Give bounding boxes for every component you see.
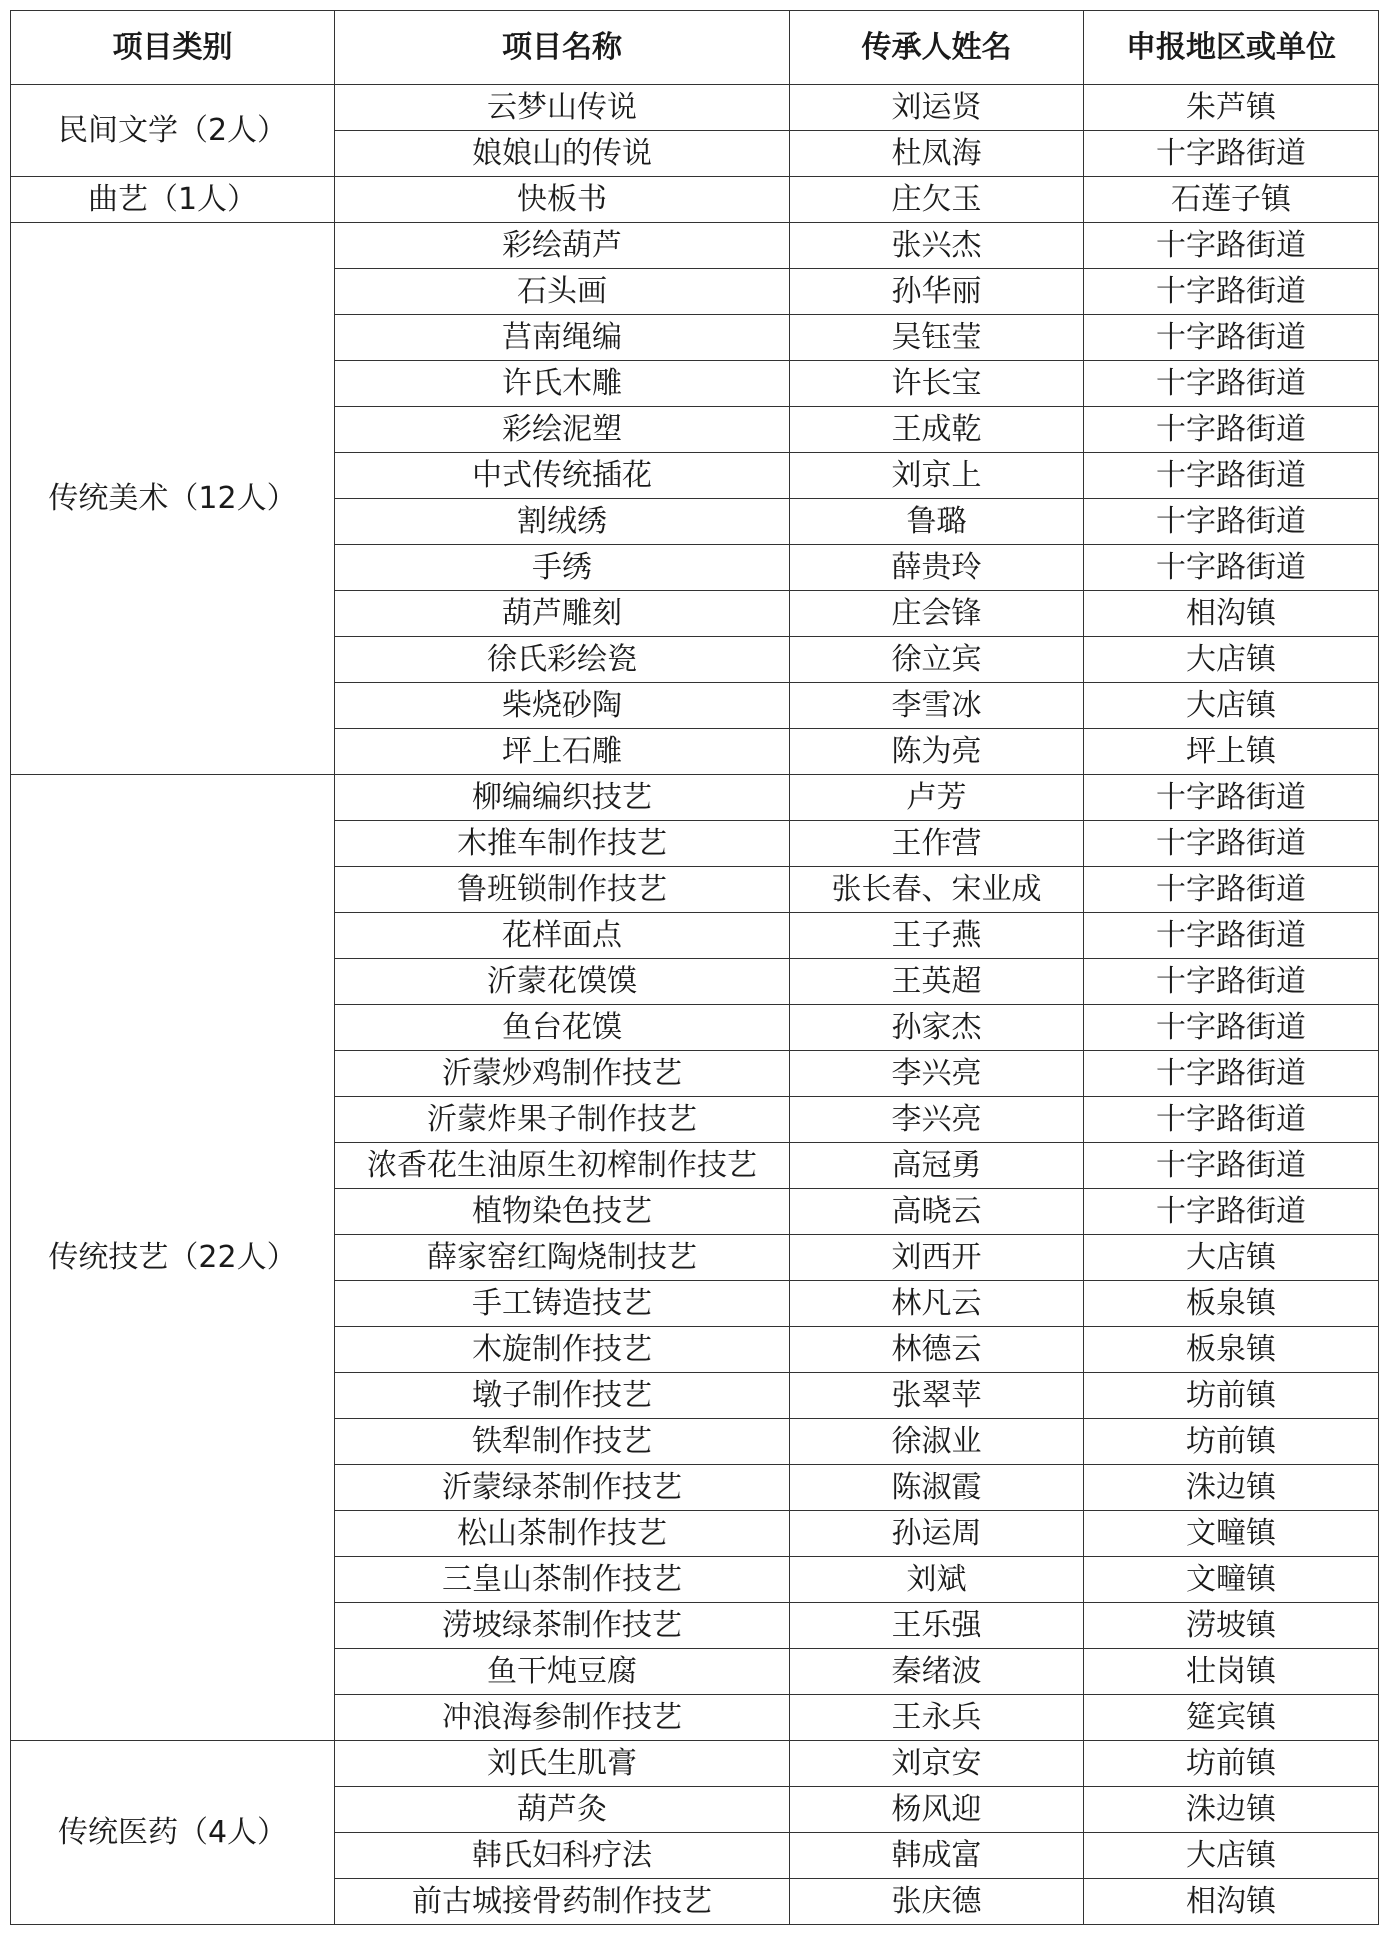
inheritor-cell: 孙家杰 <box>790 1005 1084 1051</box>
region-cell: 壮岗镇 <box>1084 1649 1379 1695</box>
region-cell: 文疃镇 <box>1084 1511 1379 1557</box>
inheritor-cell: 李兴亮 <box>790 1097 1084 1143</box>
inheritor-cell: 许长宝 <box>790 361 1084 407</box>
project-name-cell: 墩子制作技艺 <box>335 1373 790 1419</box>
project-name-cell: 刘氏生肌膏 <box>335 1741 790 1787</box>
table-row <box>11 177 1379 223</box>
table-row <box>11 85 1379 131</box>
project-name-cell: 沂蒙炒鸡制作技艺 <box>335 1051 790 1097</box>
inheritor-cell: 刘京安 <box>790 1741 1084 1787</box>
project-name-cell: 割绒绣 <box>335 499 790 545</box>
project-name-cell: 浓香花生油原生初榨制作技艺 <box>335 1143 790 1189</box>
table-row <box>11 223 1379 269</box>
inheritor-cell: 刘运贤 <box>790 85 1084 131</box>
region-cell: 文疃镇 <box>1084 1557 1379 1603</box>
region-cell: 十字路街道 <box>1084 407 1379 453</box>
region-cell: 十字路街道 <box>1084 1189 1379 1235</box>
project-name-cell: 木推车制作技艺 <box>335 821 790 867</box>
project-name-cell: 鲁班锁制作技艺 <box>335 867 790 913</box>
region-cell: 坊前镇 <box>1084 1373 1379 1419</box>
region-cell: 板泉镇 <box>1084 1281 1379 1327</box>
region-cell: 十字路街道 <box>1084 821 1379 867</box>
heritage-table <box>10 10 1379 1925</box>
project-name-cell: 沂蒙炸果子制作技艺 <box>335 1097 790 1143</box>
region-cell: 十字路街道 <box>1084 1097 1379 1143</box>
region-cell: 朱芦镇 <box>1084 85 1379 131</box>
project-name-cell: 徐氏彩绘瓷 <box>335 637 790 683</box>
project-name-cell: 花样面点 <box>335 913 790 959</box>
region-cell: 十字路街道 <box>1084 361 1379 407</box>
project-name-cell: 松山茶制作技艺 <box>335 1511 790 1557</box>
region-cell: 十字路街道 <box>1084 499 1379 545</box>
region-cell: 十字路街道 <box>1084 1143 1379 1189</box>
project-name-cell: 手绣 <box>335 545 790 591</box>
project-name-cell: 沂蒙绿茶制作技艺 <box>335 1465 790 1511</box>
inheritor-cell: 王乐强 <box>790 1603 1084 1649</box>
inheritor-cell: 杨风迎 <box>790 1787 1084 1833</box>
region-cell: 十字路街道 <box>1084 453 1379 499</box>
region-cell: 十字路街道 <box>1084 959 1379 1005</box>
inheritor-cell: 李雪冰 <box>790 683 1084 729</box>
inheritor-cell: 吴钰莹 <box>790 315 1084 361</box>
header-inheritor-name: 传承人姓名 <box>790 11 1084 85</box>
inheritor-cell: 陈为亮 <box>790 729 1084 775</box>
inheritor-cell: 徐淑业 <box>790 1419 1084 1465</box>
project-name-cell: 柳编编织技艺 <box>335 775 790 821</box>
inheritor-cell: 张庆德 <box>790 1879 1084 1925</box>
inheritor-cell: 王成乾 <box>790 407 1084 453</box>
header-category: 项目类别 <box>11 11 335 85</box>
project-name-cell: 中式传统插花 <box>335 453 790 499</box>
header-project-name: 项目名称 <box>335 11 790 85</box>
region-cell: 大店镇 <box>1084 637 1379 683</box>
region-cell: 板泉镇 <box>1084 1327 1379 1373</box>
region-cell: 十字路街道 <box>1084 131 1379 177</box>
inheritor-cell: 卢芳 <box>790 775 1084 821</box>
header-region: 申报地区或单位 <box>1084 11 1379 85</box>
region-cell: 大店镇 <box>1084 1235 1379 1281</box>
region-cell: 大店镇 <box>1084 683 1379 729</box>
region-cell: 十字路街道 <box>1084 315 1379 361</box>
inheritor-cell: 孙运周 <box>790 1511 1084 1557</box>
region-cell: 十字路街道 <box>1084 913 1379 959</box>
region-cell: 十字路街道 <box>1084 545 1379 591</box>
inheritor-cell: 李兴亮 <box>790 1051 1084 1097</box>
inheritor-cell: 韩成富 <box>790 1833 1084 1879</box>
project-name-cell: 薛家窑红陶烧制技艺 <box>335 1235 790 1281</box>
table-row <box>11 1741 1379 1787</box>
project-name-cell: 彩绘葫芦 <box>335 223 790 269</box>
project-name-cell: 莒南绳编 <box>335 315 790 361</box>
inheritor-cell: 张兴杰 <box>790 223 1084 269</box>
project-name-cell: 植物染色技艺 <box>335 1189 790 1235</box>
region-cell: 十字路街道 <box>1084 775 1379 821</box>
region-cell: 十字路街道 <box>1084 1005 1379 1051</box>
project-name-cell: 石头画 <box>335 269 790 315</box>
inheritor-cell: 林德云 <box>790 1327 1084 1373</box>
project-name-cell: 沂蒙花馍馍 <box>335 959 790 1005</box>
region-cell: 筵宾镇 <box>1084 1695 1379 1741</box>
inheritor-cell: 孙华丽 <box>790 269 1084 315</box>
header-row <box>11 11 1379 85</box>
project-name-cell: 葫芦雕刻 <box>335 591 790 637</box>
category-cell: 传统美术（12人） <box>11 223 335 775</box>
inheritor-cell: 王永兵 <box>790 1695 1084 1741</box>
region-cell: 坊前镇 <box>1084 1419 1379 1465</box>
project-name-cell: 前古城接骨药制作技艺 <box>335 1879 790 1925</box>
inheritor-cell: 薛贵玲 <box>790 545 1084 591</box>
inheritor-cell: 林凡云 <box>790 1281 1084 1327</box>
region-cell: 洙边镇 <box>1084 1787 1379 1833</box>
inheritor-cell: 王子燕 <box>790 913 1084 959</box>
project-name-cell: 手工铸造技艺 <box>335 1281 790 1327</box>
project-name-cell: 涝坡绿茶制作技艺 <box>335 1603 790 1649</box>
inheritor-cell: 张翠苹 <box>790 1373 1084 1419</box>
project-name-cell: 云梦山传说 <box>335 85 790 131</box>
inheritor-cell: 刘斌 <box>790 1557 1084 1603</box>
table-row <box>11 775 1379 821</box>
region-cell: 十字路街道 <box>1084 867 1379 913</box>
project-name-cell: 彩绘泥塑 <box>335 407 790 453</box>
region-cell: 洙边镇 <box>1084 1465 1379 1511</box>
project-name-cell: 鱼干炖豆腐 <box>335 1649 790 1695</box>
inheritor-cell: 王英超 <box>790 959 1084 1005</box>
project-name-cell: 坪上石雕 <box>335 729 790 775</box>
inheritor-cell: 张长春、宋业成 <box>790 867 1084 913</box>
project-name-cell: 快板书 <box>335 177 790 223</box>
project-name-cell: 柴烧砂陶 <box>335 683 790 729</box>
inheritor-cell: 高晓云 <box>790 1189 1084 1235</box>
project-name-cell: 木旋制作技艺 <box>335 1327 790 1373</box>
category-cell: 传统技艺（22人） <box>11 775 335 1741</box>
project-name-cell: 葫芦灸 <box>335 1787 790 1833</box>
region-cell: 十字路街道 <box>1084 223 1379 269</box>
category-cell: 传统医药（4人） <box>11 1741 335 1925</box>
inheritor-cell: 刘京上 <box>790 453 1084 499</box>
category-cell: 民间文学（2人） <box>11 85 335 177</box>
project-name-cell: 韩氏妇科疗法 <box>335 1833 790 1879</box>
project-name-cell: 铁犁制作技艺 <box>335 1419 790 1465</box>
region-cell: 涝坡镇 <box>1084 1603 1379 1649</box>
inheritor-cell: 陈淑霞 <box>790 1465 1084 1511</box>
region-cell: 十字路街道 <box>1084 269 1379 315</box>
region-cell: 坪上镇 <box>1084 729 1379 775</box>
region-cell: 相沟镇 <box>1084 1879 1379 1925</box>
inheritor-cell: 王作营 <box>790 821 1084 867</box>
project-name-cell: 三皇山茶制作技艺 <box>335 1557 790 1603</box>
inheritor-cell: 徐立宾 <box>790 637 1084 683</box>
region-cell: 石莲子镇 <box>1084 177 1379 223</box>
table-body <box>11 85 1379 1925</box>
project-name-cell: 许氏木雕 <box>335 361 790 407</box>
inheritor-cell: 刘西开 <box>790 1235 1084 1281</box>
inheritor-cell: 鲁璐 <box>790 499 1084 545</box>
inheritor-cell: 秦绪波 <box>790 1649 1084 1695</box>
inheritor-cell: 庄会锋 <box>790 591 1084 637</box>
inheritor-cell: 杜凤海 <box>790 131 1084 177</box>
region-cell: 大店镇 <box>1084 1833 1379 1879</box>
project-name-cell: 冲浪海参制作技艺 <box>335 1695 790 1741</box>
category-cell: 曲艺（1人） <box>11 177 335 223</box>
region-cell: 相沟镇 <box>1084 591 1379 637</box>
project-name-cell: 娘娘山的传说 <box>335 131 790 177</box>
region-cell: 坊前镇 <box>1084 1741 1379 1787</box>
project-name-cell: 鱼台花馍 <box>335 1005 790 1051</box>
region-cell: 十字路街道 <box>1084 1051 1379 1097</box>
inheritor-cell: 庄欠玉 <box>790 177 1084 223</box>
inheritor-cell: 高冠勇 <box>790 1143 1084 1189</box>
